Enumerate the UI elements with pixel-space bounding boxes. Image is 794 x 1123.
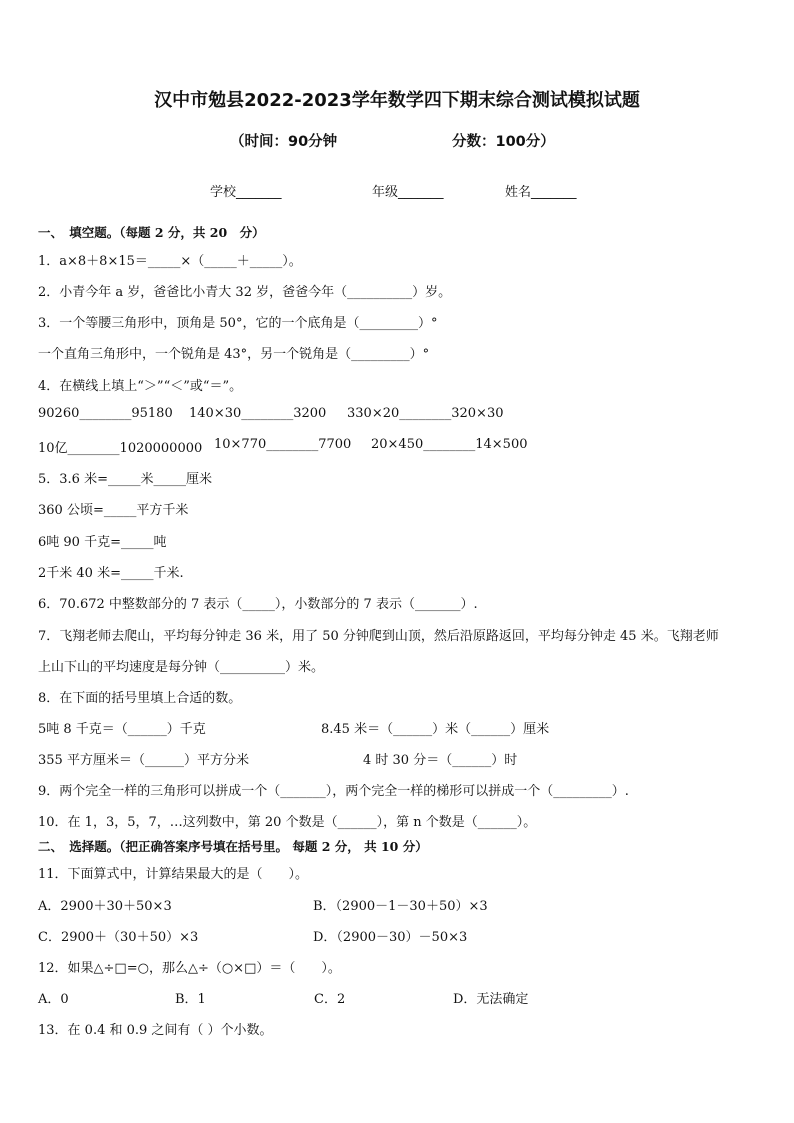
q4-item: 10亿________1020000000 <box>38 441 203 456</box>
question-2: 2．小青今年 a 岁，爸爸比小青大 32 岁，爸爸今年（__________）岁。 <box>38 285 452 300</box>
question-5d: 2千米 40 米=_____千米. <box>38 566 184 581</box>
exam-time: （时间：90分钟 <box>230 134 338 150</box>
q8-item: 4 时 30 分＝（______）时 <box>363 753 518 768</box>
option-d: D．（2900－30）－50×3 <box>313 930 468 945</box>
question-8: 8．在下面的括号里填上合适的数。 <box>38 691 242 706</box>
question-3b: 一个直角三角形中，一个锐角是 43°，另一个锐角是（_________）° <box>38 347 430 362</box>
question-7b: 上山下山的平均速度是每分钟（__________）米。 <box>38 660 325 675</box>
question-11: 11．下面算式中，计算结果最大的是（ ）。 <box>38 867 309 882</box>
exam-score: 分数：100分） <box>452 134 555 150</box>
question-7a: 7．飞翔老师去爬山，平均每分钟走 36 米，用了 50 分钟爬到山顶，然后沿原路返回，平均每分钟走 45 米。飞翔老师 <box>38 629 719 644</box>
question-5a: 5．3.6 米=_____米_____厘米 <box>38 472 212 487</box>
question-6: 6．70.672 中整数部分的 7 表示（_____），小数部分的 7 表示（_______）. <box>38 597 478 612</box>
section1-heading: 一、 填空题。（每题 2 分，共 20 分） <box>38 225 265 240</box>
school-field: 学校_______ <box>210 185 282 200</box>
q4-item: 330×20________320×30 <box>347 406 504 421</box>
option-a: A．2900＋30＋50×3 <box>38 899 172 914</box>
q8-item: 5吨 8 千克＝（______）千克 <box>38 722 206 737</box>
q4-item: 10×770________7700 <box>214 437 352 452</box>
option-a: A．0 <box>38 992 69 1007</box>
section2-heading: 二、 选择题。（把正确答案序号填在括号里。 每题 2 分， 共 10 分） <box>38 839 428 854</box>
q8-item: 8.45 米＝（______）米（______）厘米 <box>321 722 550 737</box>
q4-item: 20×450________14×500 <box>371 437 528 452</box>
question-13: 13．在 0.4 和 0.9 之间有（ ）个小数。 <box>38 1023 273 1038</box>
name-field: 姓名_______ <box>505 185 577 200</box>
question-5b: 360 公顷=_____平方千米 <box>38 503 189 518</box>
question-9: 9．两个完全一样的三角形可以拼成一个（_______），两个完全一样的梯形可以拼成一个（_________）. <box>38 784 629 799</box>
option-c: C．2 <box>314 992 346 1007</box>
q4-item: 140×30________3200 <box>189 406 327 421</box>
option-b: B．1 <box>175 992 206 1007</box>
question-1: 1．a×8＋8×15＝_____×（_____＋_____）。 <box>38 254 302 269</box>
q4-item: 90260________95180 <box>38 406 173 421</box>
option-d: D．无法确定 <box>453 992 529 1007</box>
grade-field: 年级_______ <box>372 185 444 200</box>
question-5c: 6吨 90 千克=_____吨 <box>38 535 167 550</box>
exam-title: 汉中市勉县2022-2023学年数学四下期末综合测试模拟试题 <box>154 90 640 111</box>
q8-item: 355 平方厘米＝（______）平方分米 <box>38 753 249 768</box>
question-4: 4．在横线上填上“＞”“＜”或“＝”。 <box>38 379 243 394</box>
question-10: 10．在 1，3，5，7，…这列数中，第 20 个数是（______），第 n 个数是（______）。 <box>38 815 537 830</box>
question-12: 12．如果△÷□=○，那么△÷（○×□）＝（ ）。 <box>38 961 341 976</box>
question-3a: 3．一个等腰三角形中，顶角是 50°，它的一个底角是（_________）° <box>38 316 438 331</box>
option-c: C．2900＋（30＋50）×3 <box>38 930 199 945</box>
option-b: B．（2900－1－30＋50）×3 <box>313 899 488 914</box>
